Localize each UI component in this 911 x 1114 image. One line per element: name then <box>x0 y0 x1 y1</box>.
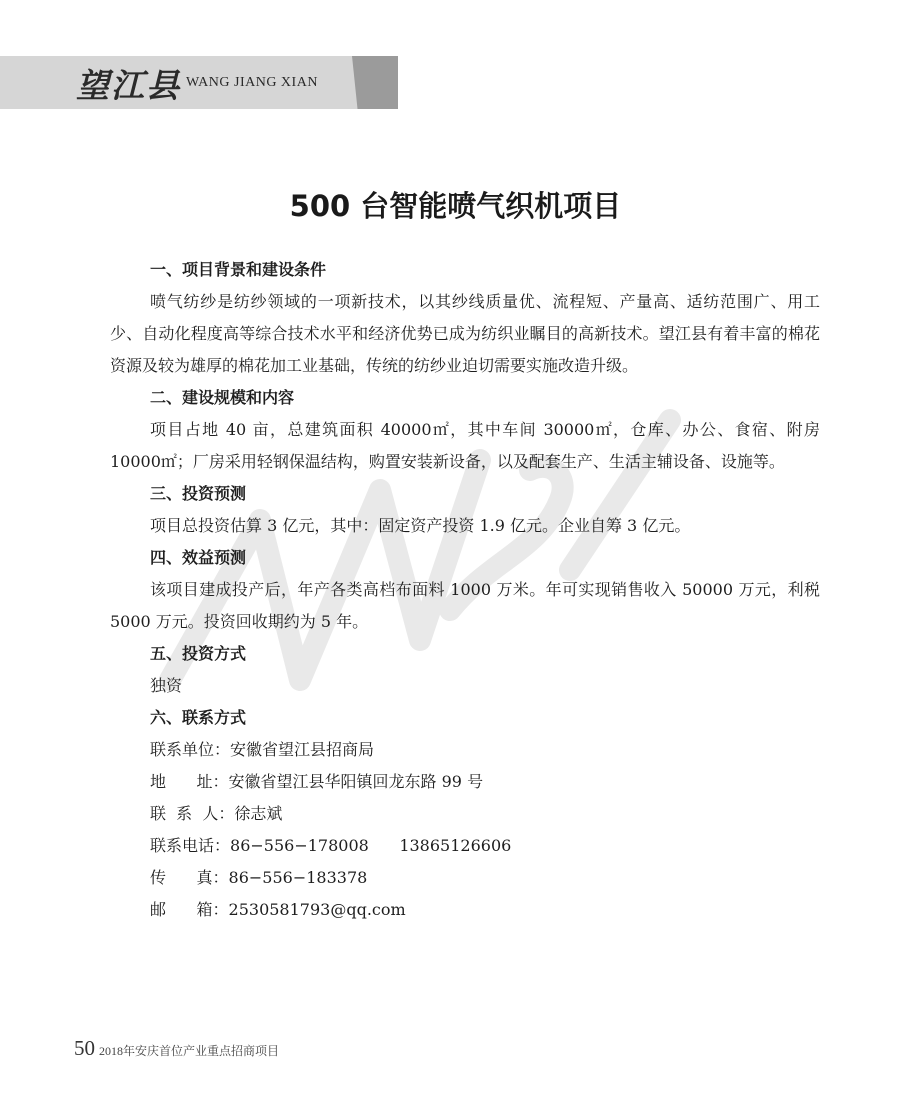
section-heading: 四、效益预测 <box>150 548 247 567</box>
contact-label: 联 系 人： <box>150 804 235 823</box>
header-band-accent <box>352 56 398 109</box>
contact-address <box>110 766 820 798</box>
contact-label: 传 真： <box>150 868 229 887</box>
page-number: 50 <box>74 1036 95 1060</box>
page-title: 500 台智能喷气织机项目 <box>289 189 622 223</box>
section-heading: 六、联系方式 <box>150 708 247 727</box>
section-heading: 五、投资方式 <box>150 644 247 663</box>
section-paragraph: 独资 <box>150 676 183 695</box>
contact-label: 联系电话： <box>150 836 231 855</box>
footer-text: 2018年安庆首位产业重点招商项目 <box>99 1044 280 1058</box>
document-body <box>110 254 820 926</box>
contact-unit <box>110 734 820 766</box>
contact-value: 86−556−183378 <box>228 868 368 887</box>
section-paragraph: 项目总投资估算 3 亿元，其中：固定资产投资 1.9 亿元。企业自筹 3 亿元。 <box>150 516 691 535</box>
page-footer <box>74 1036 279 1061</box>
contact-person <box>110 798 820 830</box>
contact-value: 安徽省望江县华阳镇回龙东路 99 号 <box>228 772 484 791</box>
contact-fax <box>110 862 820 894</box>
section-heading: 三、投资预测 <box>150 484 247 503</box>
contact-value: 86−556−178008 13865126606 <box>230 836 512 855</box>
header-logo-en: WANG JIANG XIAN <box>186 75 318 90</box>
contact-value: 徐志斌 <box>234 804 283 823</box>
section-paragraph: 该项目建成投产后，年产各类高档布面料 1000 万米。年可实现销售收入 50000 万元，利税 5000 万元。投资回收期约为 5 年。 <box>110 580 820 631</box>
contact-label: 地 址： <box>150 772 229 791</box>
contact-label: 联系单位： <box>150 740 231 759</box>
contact-phone <box>110 830 820 862</box>
section-paragraph: 喷气纺纱是纺纱领域的一项新技术，以其纱线质量优、流程短、产量高、适纺范围广、用工少、自动化程度高等综合技术水平和经济优势已成为纺织业瞩目的高新技术。望江县有着丰富的棉花资源及较为雄厚的棉花加工业基础，传统的纺纱业迫切需要实施改造升级。 <box>110 292 820 375</box>
section-heading: 一、项目背景和建设条件 <box>150 260 327 279</box>
contact-value: 安徽省望江县招商局 <box>230 740 375 759</box>
contact-label: 邮 箱： <box>150 900 229 919</box>
contact-value: 2530581793@qq.com <box>228 900 406 919</box>
section-paragraph: 项目占地 40 亩，总建筑面积 40000㎡，其中车间 30000㎡，仓库、办公、食宿、附房 10000㎡；厂房采用轻钢保温结构，购置安装新设备，以及配套生产、生活主辅设备、设施等。 <box>110 420 820 471</box>
contact-email <box>110 894 820 926</box>
header-logo-cn: 望江县 <box>76 66 181 105</box>
section-heading: 二、建设规模和内容 <box>150 388 295 407</box>
